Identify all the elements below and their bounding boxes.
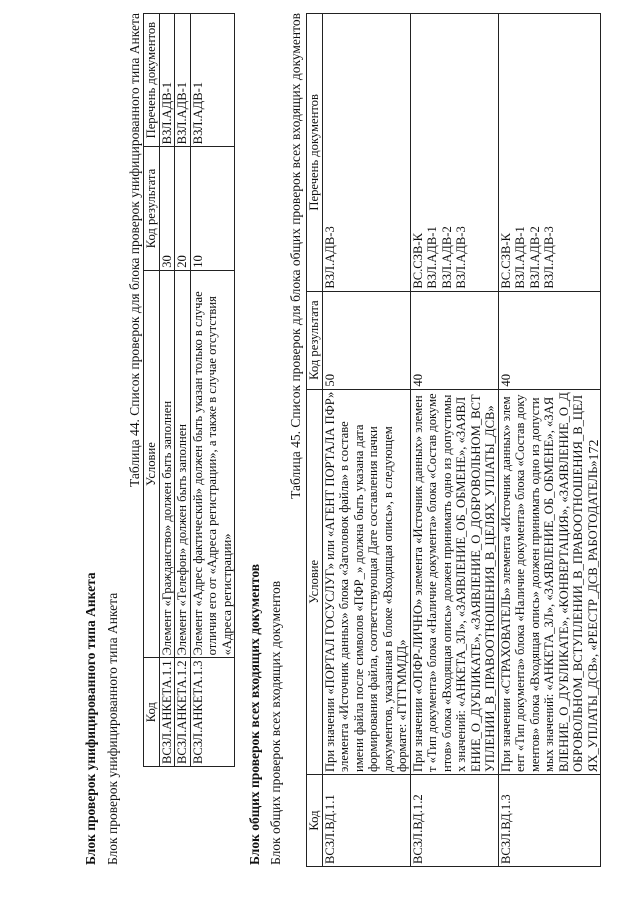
table44-header-row	[144, 14, 160, 767]
cell-code: ВСЗЛ.ВД.1.2	[410, 775, 498, 867]
doc-code: ВЗЛ.АДВ-1	[159, 81, 174, 145]
header-docs: Перечень документов	[144, 14, 160, 147]
cell-result: 40	[410, 291, 498, 389]
cell-condition: При значении «ПОРТАЛ ГОСУСЛУГ» или «АГЕНТ ПОРТАЛА ПФР» элемента «Источник данных» блока «Заголовок файла» в составе имени файла после символов «ПФР_» должна быть указана дата формирования файла, соответствующая Дате составления пачки документов, указанная в блоке «Входящая опись», в следующем формате: «ГГГГММДД»	[322, 389, 410, 774]
cell-docs	[159, 14, 175, 147]
cell-condition: Элемент «Гражданство» должен быть заполнен	[159, 270, 175, 658]
doc-code: ВЗЛ.АДВ-1	[190, 81, 205, 145]
cell-code: ВСЗЛ.АНКЕТА.1.1	[159, 658, 175, 767]
cell-result: 10	[190, 147, 235, 270]
table-row	[175, 14, 191, 767]
doc-code: ВС.СЗВ-К	[410, 233, 425, 289]
doc-code: ВЗЛ.АДВ-2	[439, 226, 454, 289]
section2-title: Блок общих проверок всех входящих документов	[247, 563, 262, 865]
cell-docs	[175, 14, 191, 147]
table-row	[410, 14, 498, 867]
cell-code: ВСЗЛ.ВД.1.3	[498, 775, 601, 867]
table-row	[190, 14, 235, 767]
table45-header-row	[307, 14, 323, 867]
cell-result: 50	[322, 291, 410, 389]
cell-result: 30	[159, 147, 175, 270]
doc-code: ВЗЛ.АДВ-3	[454, 226, 468, 289]
doc-code: ВЗЛ.АДВ-1	[175, 81, 189, 145]
cell-docs	[322, 14, 410, 292]
cell-code: ВСЗЛ.ВД.1.1	[322, 775, 410, 867]
header-condition: Условие	[307, 389, 323, 774]
table44	[143, 13, 235, 767]
doc-code: ВЗЛ.АДВ-1	[513, 226, 527, 289]
table44-caption: Таблица 44. Список проверок для блока проверок унифицированного типа Анкета	[127, 13, 142, 487]
header-code: Код	[144, 658, 160, 767]
table45	[306, 13, 601, 867]
cell-docs	[190, 14, 235, 147]
cell-code: ВСЗЛ.АНКЕТА.1.3	[190, 658, 235, 767]
cell-docs	[498, 14, 601, 292]
cell-condition: Элемент «Адрес фактический» должен быть указан только в случае отличия его от «Адреса регистрации», а также в случае отсутствия «Адреса регистрации»	[190, 270, 235, 658]
table-row	[498, 14, 601, 867]
header-result: Код результата	[307, 291, 323, 389]
doc-code: ВЗЛ.АДВ-2	[527, 226, 542, 289]
section1-title: Блок проверок унифицированного типа Анкета	[83, 572, 98, 865]
cell-condition: При значении «ОПФР-ЛИЧНО» элемента «Источник данных» элемент «Тип документа» блока «Наличие документа» блока «Состав документов» блока «Входящая опись» должен принимать одно из допустимых значений: «АНКЕТА_ЗЛ», «ЗАЯВЛЕНИЕ_ОБ_ОБМЕНЕ», «ЗАЯВЛЕНИЕ_О_ДУБЛИКАТЕ», «ЗАЯВЛЕНИЕ_О_ДОБРОВОЛЬНОМ_ВСТУПЛЕНИИ_В_ПРАВООТНОШЕНИЯ_В_ЦЕЛЯХ_УПЛАТЫ_ДСВ»	[410, 389, 498, 774]
cell-result: 40	[498, 291, 601, 389]
doc-code: ВС.СЗВ-К	[498, 233, 513, 289]
table-row	[159, 14, 175, 767]
table45-caption: Таблица 45. Список проверок для блока общих проверок всех входящих документов	[288, 13, 303, 499]
header-code: Код	[307, 775, 323, 867]
doc-code: ВЗЛ.АДВ-1	[425, 226, 439, 289]
cell-condition: При значении «СТРАХОВАТЕЛЬ» элемента «Источник данных» элемент «Тип документа» блока «Наличие документа» блока «Состав документов» блока «Входящая опись» должен принимать одно из допустимых значений: «АНКЕТА_ЗЛ», «ЗАЯВЛЕНИЕ_ОБ_ОБМЕНЕ», «ЗАЯВЛЕНИЕ_О_ДУБЛИКАТЕ», «КОНВЕРТАЦИЯ», «ЗАЯВЛЕНИЕ_О_ДОБРОВОЛЬНОМ_ВСТУПЛЕНИИ_В_ПРАВООТНОШЕНИЯ_В_ЦЕЛЯХ_УПЛАТЫ_ДСВ», «РЕЕСТР_ДСВ_РАБОТОДАТЕЛЬ»	[498, 389, 601, 774]
cell-code: ВСЗЛ.АНКЕТА.1.2	[175, 658, 191, 767]
cell-result: 20	[175, 147, 191, 270]
page-number: 172	[587, 439, 602, 461]
section2-subtitle: Блок общих проверок всех входящих документов	[268, 580, 283, 865]
doc-code: ВЗЛ.АДВ-3	[322, 226, 337, 289]
section1-subtitle: Блок проверок унифицированного типа Анкета	[105, 592, 120, 865]
header-condition: Условие	[144, 270, 160, 658]
cell-condition: Элемент «Телефон» должен быть заполнен	[175, 270, 191, 658]
header-result: Код результата	[144, 147, 160, 270]
cell-docs	[410, 14, 498, 292]
doc-code: ВЗЛ.АДВ-3	[542, 226, 556, 289]
header-docs: Перечень документов	[307, 14, 323, 292]
table-row	[322, 14, 410, 867]
